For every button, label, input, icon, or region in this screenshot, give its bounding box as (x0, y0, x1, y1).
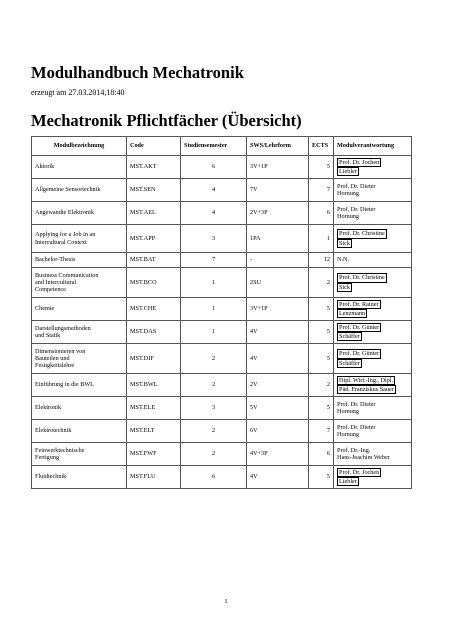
responsibility-cell (334, 443, 412, 466)
module-code-cell: MST.BWL (127, 374, 181, 397)
responsibility-cell (334, 156, 412, 179)
cell-line: Hans-Joachim Weber (337, 454, 390, 461)
cell-line: and Intercultural (35, 278, 77, 286)
responsibility-cell (334, 298, 412, 321)
semester-cell: 6 (181, 156, 247, 179)
responsibility-cell (334, 202, 412, 225)
table-row (32, 321, 412, 344)
ects-cell: 5 (309, 321, 334, 344)
semester-cell: 3 (181, 397, 247, 420)
cell-line: Hornung (337, 213, 359, 220)
module-code-cell: MST.CHE (127, 298, 181, 321)
semester-cell: 2 (181, 443, 247, 466)
semester-cell: 2 (181, 344, 247, 374)
module-name-cell (32, 466, 127, 489)
responsibility-cell (334, 268, 412, 298)
document-title: Modulhandbuch Mechatronik (31, 63, 244, 82)
cell-line: Schäffer (339, 359, 360, 367)
cell-line: Prof. Dr. Jochen (339, 468, 380, 476)
cell-line: N.N. (337, 256, 350, 264)
ects-cell: 6 (309, 443, 334, 466)
module-code-cell: MST.DIF (127, 344, 181, 374)
semester-cell: 2 (181, 420, 247, 443)
module-code-cell: MST.SEN (127, 179, 181, 202)
sws-cell: 4V+3P (247, 443, 309, 466)
sws-cell: 4V (247, 466, 309, 489)
cell-line: Päd. Franziskus Sauer (339, 386, 394, 393)
module-table (31, 136, 412, 489)
header-responsibility: Modulverantwortung (334, 137, 412, 156)
module-code-cell: MST.FLU (127, 466, 181, 489)
cell-line: Applying for a Job in an (35, 231, 96, 239)
cell-line: Elektrotechnik (35, 427, 72, 435)
semester-cell: 6 (181, 466, 247, 489)
sws-cell: 1PA (247, 225, 309, 253)
table-row (32, 344, 412, 374)
cell-line: Prof. Dr. Günter (339, 350, 380, 358)
table-row (32, 202, 412, 225)
cell-line: Liebler (339, 168, 357, 175)
ects-cell: 2 (309, 268, 334, 298)
sws-cell: 2V+3P (247, 202, 309, 225)
table-row (32, 225, 412, 253)
sws-cell: 6V (247, 420, 309, 443)
responsibility-cell (334, 179, 412, 202)
sws-cell: 4V (247, 344, 309, 374)
module-name-cell (32, 202, 127, 225)
module-name-cell (32, 253, 127, 268)
cell-line: Business Communication (35, 271, 99, 279)
cell-line: Hornung (337, 190, 359, 197)
table-row (32, 374, 412, 397)
cell-line: Festigkeitslehre (35, 362, 75, 370)
table-row (32, 298, 412, 321)
module-code-cell: MST.AEL (127, 202, 181, 225)
cell-line: Fluidtechnik (35, 473, 67, 481)
header-semester: Studiensemester (181, 137, 247, 156)
table-row (32, 253, 412, 268)
cell-line: Bauteilen und (35, 354, 70, 362)
cell-line: Prof. Dr. Dieter (337, 205, 376, 213)
ects-cell: 5 (309, 397, 334, 420)
semester-cell: 4 (181, 202, 247, 225)
responsibility-cell (334, 397, 412, 420)
table-row (32, 268, 412, 298)
cell-line: Prof. Dr.-Ing. (337, 446, 371, 454)
generated-date: erzeugt am 27.03.2014,18:40 (31, 88, 125, 97)
cell-line: Prof. Dr. Jochen (339, 158, 380, 166)
cell-line: Sick (339, 283, 351, 291)
responsibility-cell (334, 374, 412, 397)
table-row (32, 156, 412, 179)
responsibility-cell (334, 321, 412, 344)
module-name-cell (32, 179, 127, 202)
responsibility-cell (334, 344, 412, 374)
ects-cell: 1 (309, 225, 334, 253)
module-name-cell (32, 298, 127, 321)
module-name-cell (32, 374, 127, 397)
cell-line: Allgemeine Sensortechnik (35, 186, 101, 194)
table-header-row (32, 137, 412, 156)
sws-cell: 2V (247, 374, 309, 397)
module-name-cell (32, 397, 127, 420)
cell-line: Feinwerktechnische (35, 446, 85, 454)
cell-line: Dimensionieren von (35, 347, 86, 355)
cell-line: Chemie (35, 305, 55, 313)
module-name-cell (32, 321, 127, 344)
cell-line: Lenzmann (339, 310, 366, 317)
cell-line: Hornung (337, 408, 359, 415)
sws-cell: 7V (247, 179, 309, 202)
semester-cell: 1 (181, 298, 247, 321)
cell-line: Prof. Dr. Christine (339, 274, 385, 282)
module-name-cell (32, 225, 127, 253)
page-number: 1 (224, 598, 228, 605)
ects-cell: 12 (309, 253, 334, 268)
cell-line: Prof. Dr. Rainer (339, 300, 379, 308)
module-code-cell: MST.ELE (127, 397, 181, 420)
module-name-cell (32, 344, 127, 374)
cell-line: und Statik (35, 332, 61, 339)
cell-line: Darstellungsmethoden (35, 324, 91, 332)
cell-line: Fertigung (35, 454, 60, 461)
module-name-cell (32, 156, 127, 179)
cell-line: Schäffer (339, 333, 360, 340)
module-code-cell: MST.FWF (127, 443, 181, 466)
header-sws: SWS/Lehrform (247, 137, 309, 156)
semester-cell: 7 (181, 253, 247, 268)
module-code-cell: MST.ELT (127, 420, 181, 443)
semester-cell: 4 (181, 179, 247, 202)
table-row (32, 466, 412, 489)
ects-cell: 5 (309, 156, 334, 179)
cell-line: Prof. Dr. Dieter (337, 423, 376, 431)
sws-cell: - (247, 253, 309, 268)
sws-cell: 3V+1P (247, 298, 309, 321)
semester-cell: 1 (181, 321, 247, 344)
cell-line: Prof. Dr. Dieter (337, 400, 376, 408)
table-row (32, 397, 412, 420)
sws-cell: 2SU (247, 268, 309, 298)
cell-line: Angewandte Elektronik (35, 209, 94, 217)
ects-cell: 5 (309, 344, 334, 374)
ects-cell: 7 (309, 179, 334, 202)
table-row (32, 443, 412, 466)
module-name-cell (32, 268, 127, 298)
module-code-cell: MST.AKT (127, 156, 181, 179)
cell-line: Elektronik (35, 404, 62, 412)
cell-line: Bachelor-Thesis (35, 256, 76, 264)
responsibility-cell (334, 420, 412, 443)
module-code-cell: MST.BCO (127, 268, 181, 298)
sws-cell: 4V (247, 321, 309, 344)
cell-line: Liebler (339, 478, 357, 485)
header-ects: ECTS (309, 137, 334, 156)
cell-line: Aktorik (35, 163, 55, 171)
semester-cell: 2 (181, 374, 247, 397)
cell-line: Prof. Dr. Dieter (337, 182, 376, 190)
cell-line: Intercultural Context (35, 238, 87, 246)
responsibility-cell (334, 466, 412, 489)
table-row (32, 179, 412, 202)
module-code-cell: MST.BAT (127, 253, 181, 268)
header-code: Code (127, 137, 181, 156)
ects-cell: 5 (309, 466, 334, 489)
table-row (32, 420, 412, 443)
section-title: Mechatronik Pflichtfächer (Übersicht) (31, 111, 302, 130)
ects-cell: 7 (309, 420, 334, 443)
sws-cell: 5V (247, 397, 309, 420)
cell-line: Prof. Dr. Günter (339, 323, 380, 331)
semester-cell: 1 (181, 268, 247, 298)
cell-line: Einführung in die BWL (35, 381, 94, 389)
responsibility-cell (334, 253, 412, 268)
responsibility-cell (334, 225, 412, 253)
cell-line: Sick (339, 239, 351, 247)
cell-line: Dipl. Wirt.-Ing., Dipl. (339, 376, 394, 384)
module-name-cell (32, 420, 127, 443)
module-code-cell: MST.APP (127, 225, 181, 253)
cell-line: Competence (35, 286, 66, 294)
cell-line: Hornung (337, 431, 359, 438)
cell-line: Prof. Dr. Christine (339, 230, 385, 238)
module-name-cell (32, 443, 127, 466)
ects-cell: 2 (309, 374, 334, 397)
module-code-cell: MST.DAS (127, 321, 181, 344)
sws-cell: 3V+1P (247, 156, 309, 179)
header-name: Modulbezeichnung (32, 137, 127, 156)
ects-cell: 5 (309, 298, 334, 321)
ects-cell: 6 (309, 202, 334, 225)
semester-cell: 3 (181, 225, 247, 253)
